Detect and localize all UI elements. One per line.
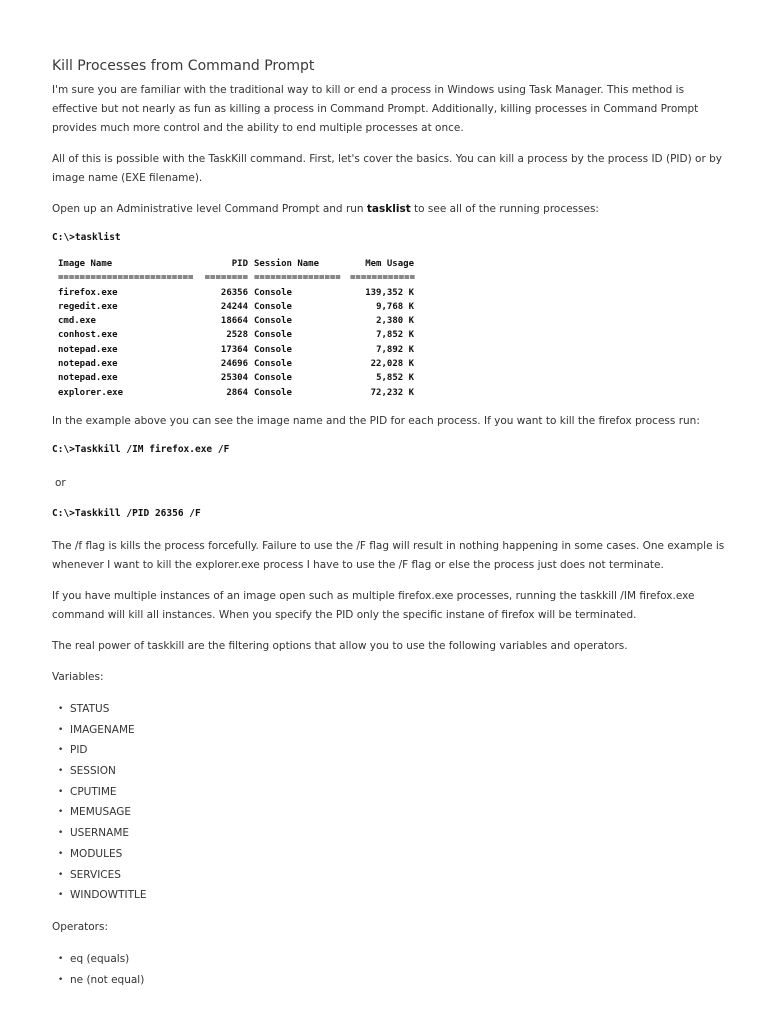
cell-image-name: notepad.exe	[58, 373, 118, 384]
header-image-name: Image Name	[58, 259, 113, 269]
cell-mem-usage: 5,852 K	[376, 373, 414, 384]
variables-label: Variables:	[52, 670, 104, 683]
cell-pid: 25304	[220, 373, 248, 384]
list-item: • SERVICES	[70, 865, 728, 886]
example-paragraph: In the example above you can see the image name and the PID for each process. If you want to kill the firefox process run:	[52, 414, 700, 427]
cell-image-name: notepad.exe	[58, 344, 118, 355]
cell-mem-usage: 9,768 K	[376, 301, 414, 312]
list-item: • CPUTIME	[70, 782, 728, 803]
cell-mem-usage: 22,028 K	[370, 359, 414, 370]
table-row	[58, 371, 728, 385]
cell-mem-usage: 72,232 K	[370, 387, 414, 398]
list-item: • WINDOWTITLE	[70, 885, 728, 906]
header-pid: PID	[231, 259, 248, 269]
open-prompt-paragraph	[52, 200, 728, 219]
open-prompt-text-after: to see all of the running processes:	[410, 203, 599, 215]
table-row	[58, 343, 728, 357]
cell-session-name: Console	[254, 373, 292, 384]
cell-pid: 24696	[220, 359, 248, 370]
list-item: • MEMUSAGE	[70, 802, 728, 823]
cell-mem-usage: 139,352 K	[365, 287, 414, 298]
or-text: or	[55, 476, 66, 489]
cell-pid: 26356	[220, 287, 248, 298]
list-item: • SESSION	[70, 761, 728, 782]
list-item: • PID	[70, 740, 728, 761]
cell-image-name: explorer.exe	[58, 387, 124, 398]
cell-image-name: cmd.exe	[58, 316, 96, 327]
table-row	[58, 314, 728, 328]
cell-mem-usage: 7,852 K	[376, 330, 414, 341]
cell-session-name: Console	[254, 359, 292, 370]
variables-list	[52, 699, 728, 906]
cell-image-name: regedit.exe	[58, 301, 118, 312]
list-item: • eq (equals)	[70, 949, 728, 970]
cell-session-name: Console	[254, 330, 292, 341]
cell-session-name: Console	[254, 287, 292, 298]
list-item: • ne (not equal)	[70, 970, 728, 991]
list-item: • IMAGENAME	[70, 720, 728, 741]
table-row	[58, 386, 728, 400]
cell-image-name: firefox.exe	[58, 287, 118, 298]
cell-mem-usage: 2,380 K	[376, 316, 414, 327]
cell-pid: 17364	[220, 344, 248, 355]
taskkill-im-command: C:\>Taskkill /IM firefox.exe /F	[52, 443, 230, 455]
cell-pid: 18664	[220, 316, 248, 327]
cell-session-name: Console	[254, 344, 292, 355]
taskkill-pid-command: C:\>Taskkill /PID 26356 /F	[52, 507, 201, 519]
cell-pid: 2864	[226, 387, 248, 398]
cell-image-name: conhost.exe	[58, 330, 118, 341]
cell-pid: 2528	[226, 330, 248, 341]
operators-list	[52, 949, 728, 990]
cell-session-name: Console	[254, 387, 292, 398]
list-item: • USERNAME	[70, 823, 728, 844]
multiple-instances-paragraph: If you have multiple instances of an image open such as multiple firefox.exe processes, running the taskkill /IM firefox.exe command will kill all instances. When you specify the PID only the specific instane of firefox will be terminated.	[52, 589, 695, 621]
list-item: • STATUS	[70, 699, 728, 720]
table-row	[58, 328, 728, 342]
list-item: • MODULES	[70, 844, 728, 865]
cell-session-name: Console	[254, 316, 292, 327]
cell-image-name: notepad.exe	[58, 359, 118, 370]
taskkill-paragraph: All of this is possible with the TaskKill command. First, let's cover the basics. You can kill a process by the process ID (PID) or by image name (EXE filename).	[52, 153, 722, 184]
table-row	[58, 357, 728, 371]
operators-label: Operators:	[52, 921, 109, 933]
flag-paragraph: The /f flag is kills the process forcefully. Failure to use the /F flag will result in nothing happening in some cases. One example is whenever I want to kill the explorer.exe process I have to use the /F flag or else the process just does not terminate.	[52, 539, 725, 571]
intro-paragraph: I'm sure you are familiar with the traditional way to kill or end a process in Windows using Task Manager. This method is effective but not nearly as fun as killing a process in Command Prompt. Additionally, killing processes in Command Prompt provides much more control and the ability to end multiple processes at once.	[52, 84, 699, 134]
table-row	[58, 286, 728, 300]
header-mem-usage: Mem Usage	[365, 259, 414, 269]
separator-mem-usage: ============	[350, 273, 416, 284]
tasklist-keyword: tasklist	[366, 203, 411, 215]
cell-pid: 24244	[220, 301, 248, 312]
table-header-row	[58, 257, 728, 271]
header-session-name: Session Name	[254, 259, 320, 269]
process-table	[58, 257, 728, 400]
separator-image-name: =========================	[58, 273, 194, 284]
filtering-paragraph: The real power of taskkill are the filtering options that allow you to use the following variables and operators.	[52, 639, 628, 652]
tasklist-command: C:\>tasklist	[52, 232, 121, 243]
cell-session-name: Console	[254, 301, 292, 312]
table-row	[58, 300, 728, 314]
table-separator-row	[58, 271, 728, 285]
cell-mem-usage: 7,892 K	[376, 344, 414, 355]
open-prompt-text-before: Open up an Administrative level Command Prompt and run	[52, 203, 367, 215]
separator-session-name: ================	[254, 273, 341, 284]
page-title: Kill Processes from Command Prompt	[52, 58, 315, 74]
separator-pid: ========	[204, 273, 248, 284]
